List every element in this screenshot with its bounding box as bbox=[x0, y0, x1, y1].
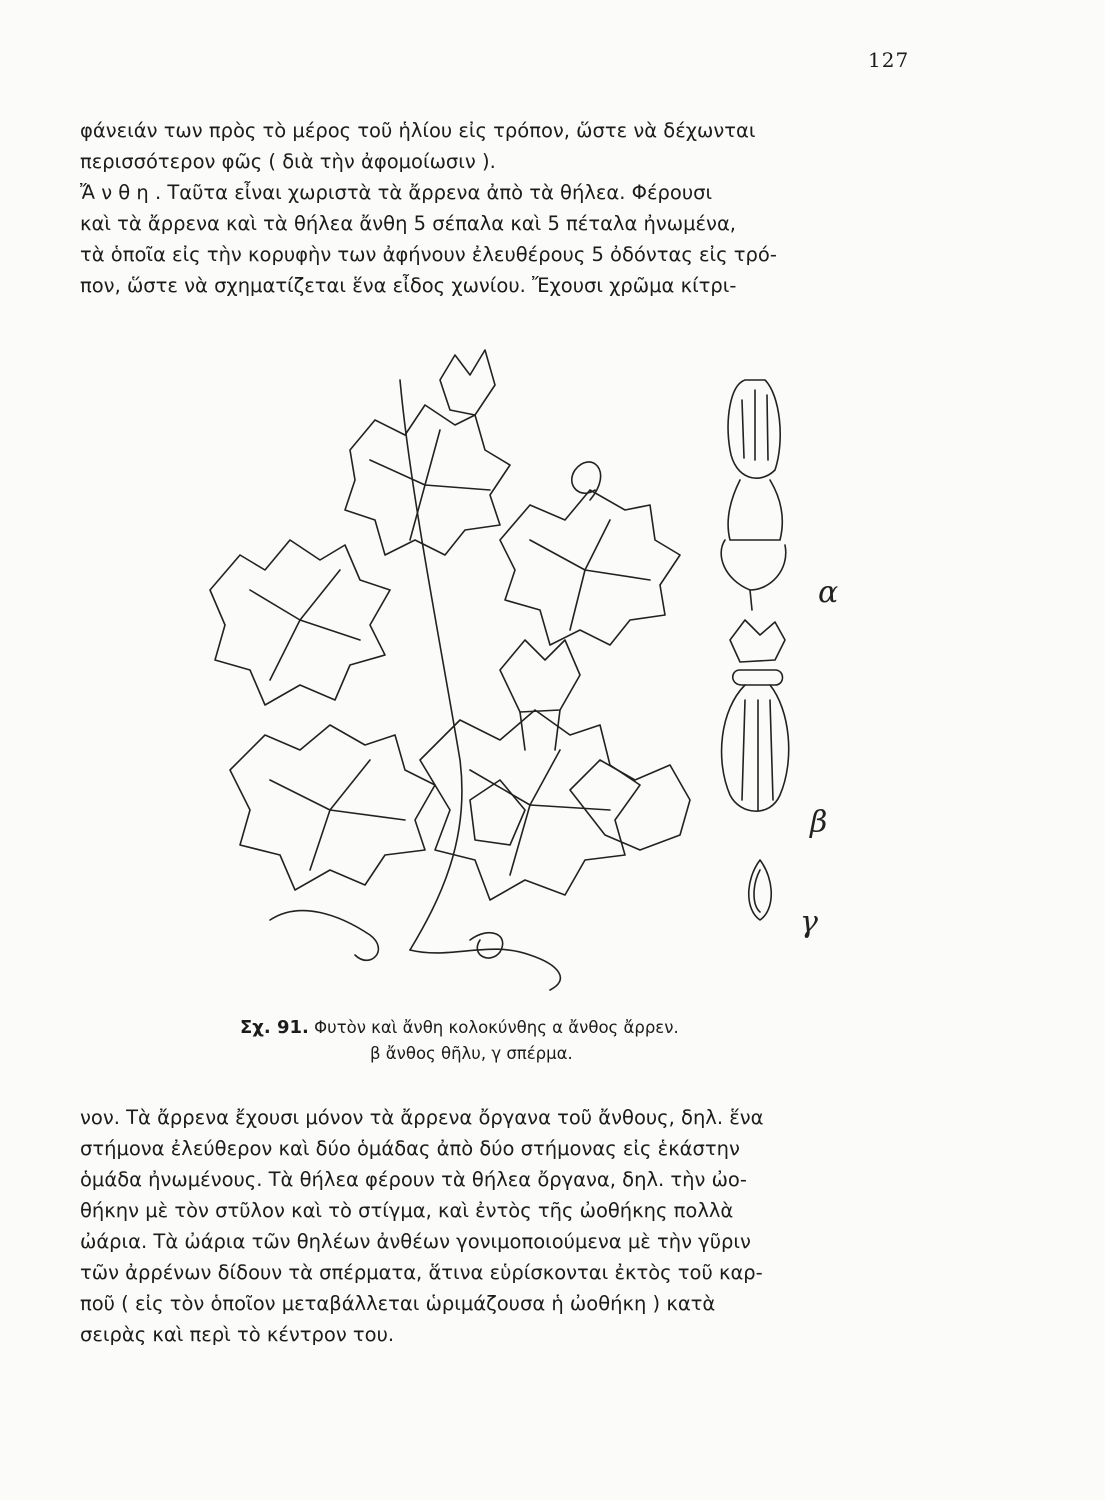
caption-line-2: β ἄνθος θῆλυ, γ σπέρμα. bbox=[370, 1044, 573, 1063]
pumpkin-plant-illustration bbox=[170, 340, 850, 1030]
page-number: 127 bbox=[868, 48, 910, 72]
paragraph-bottom bbox=[80, 1102, 935, 1350]
paragraph-top bbox=[80, 115, 935, 301]
text-line: φάνειάν των πρὸς τὸ μέρος τοῦ ἡλίου εἰς τρόπον, ὥστε νὰ δέχωνται bbox=[80, 119, 756, 142]
text-line: τῶν ἀρρένων δίδουν τὰ σπέρματα, ἅτινα εὑρίσκονται ἐκτὸς τοῦ καρ- bbox=[80, 1261, 763, 1284]
figure-letter-beta: β bbox=[810, 805, 828, 840]
figure-caption bbox=[240, 1015, 800, 1067]
text-line: καὶ τὰ ἄρρενα καὶ τὰ θήλεα ἄνθη 5 σέπαλα καὶ 5 πέταλα ἠνωμένα, bbox=[80, 212, 737, 235]
text-line: ποῦ ( εἰς τὸν ὁποῖον μεταβάλλεται ὡριμάζουσα ἡ ὠοθήκη ) κατὰ bbox=[80, 1292, 716, 1315]
text-line: νον. Τὰ ἄρρενα ἔχουσι μόνον τὰ ἄρρενα ὄργανα τοῦ ἄνθους, δηλ. ἕνα bbox=[80, 1106, 764, 1129]
text-line: τὰ ὁποῖα εἰς τὴν κορυφὴν των ἀφήνουν ἐλευθέρους 5 ὀδόντας εἰς τρό- bbox=[80, 243, 777, 266]
text-line: Ἄ ν θ η . Ταῦτα εἶναι χωριστὰ τὰ ἄρρενα ἀπὸ τὰ θήλεα. Φέρουσι bbox=[80, 181, 713, 204]
figure-letter-gamma: γ bbox=[800, 905, 818, 940]
text-line: περισσότερον φῶς ( διὰ τὴν ἀφομοίωσιν ). bbox=[80, 150, 496, 173]
text-line: θήκην μὲ τὸν στῦλον καὶ τὸ στίγμα, καὶ ἐντὸς τῆς ὠοθήκης πολλὰ bbox=[80, 1199, 734, 1222]
text-line: πον, ὥστε νὰ σχηματίζεται ἕνα εἶδος χωνίου. Ἔχουσι χρῶμα κίτρι- bbox=[80, 274, 737, 297]
pumpkin-plant-figure bbox=[170, 340, 850, 1030]
figure-label: Σχ. 91. bbox=[240, 1017, 309, 1038]
figure-letter-alpha: α bbox=[818, 575, 839, 610]
text-line: ὁμάδα ἠνωμένους. Τὰ θήλεα φέρουν τὰ θήλεα ὄργανα, δηλ. τὴν ὠο- bbox=[80, 1168, 747, 1191]
text-line: σειρὰς καὶ περὶ τὸ κέντρον του. bbox=[80, 1323, 395, 1346]
caption-line-1: Φυτὸν καὶ ἄνθη κολοκύνθης α ἄνθος ἄρρεν. bbox=[314, 1018, 679, 1037]
text-line: ὠάρια. Τὰ ὠάρια τῶν θηλέων ἀνθέων γονιμοποιούμενα μὲ τὴν γῦριν bbox=[80, 1230, 751, 1253]
text-line: στήμονα ἐλεύθερον καὶ δύο ὁμάδας ἀπὸ δύο στήμονας εἰς ἑκάστην bbox=[80, 1137, 740, 1160]
